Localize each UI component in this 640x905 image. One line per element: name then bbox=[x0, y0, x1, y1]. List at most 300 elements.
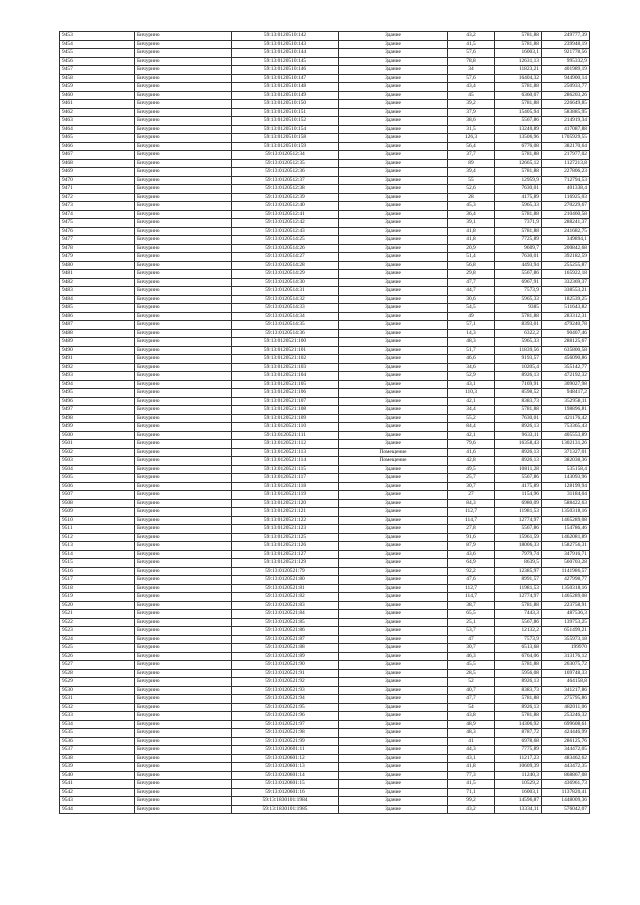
cell-object-type: Здание bbox=[339, 287, 448, 296]
cell-cadastral-value: 1448009,36 bbox=[542, 797, 590, 806]
cell-area: 54,5 bbox=[448, 304, 495, 313]
cell-cadastral-number: 59:13:0120521:81 bbox=[232, 584, 339, 593]
cell-cadastral-number: 59:13:0120521:117 bbox=[232, 474, 339, 483]
cell-cadastral-number: 59:13:0120521:104 bbox=[232, 372, 339, 381]
cell-cadastral-number: 59:13:0120514:25 bbox=[232, 236, 339, 245]
cell-cadastral-value: 253246,32 bbox=[542, 712, 590, 721]
cell-object-type: Здание bbox=[339, 346, 448, 355]
cell-object-type: Здание bbox=[339, 593, 448, 602]
cell-locality: Бичурино bbox=[135, 202, 232, 211]
cell-locality: Бичурино bbox=[135, 185, 232, 194]
cell-area: 41,5 bbox=[448, 40, 495, 49]
cell-row-number: 9516 bbox=[60, 567, 135, 576]
cell-object-type: Здание bbox=[339, 244, 448, 253]
table-row bbox=[60, 210, 590, 219]
cell-unit-value: 7630,01 bbox=[495, 185, 542, 194]
table-row bbox=[60, 652, 590, 661]
cell-cadastral-number: 59:13:0120510:147 bbox=[232, 74, 339, 83]
cell-row-number: 9543 bbox=[60, 797, 135, 806]
table-row bbox=[60, 406, 590, 415]
cell-cadastral-value: 1465289,08 bbox=[542, 593, 590, 602]
cell-object-type: Здание bbox=[339, 295, 448, 304]
cell-cadastral-number: 59:13:0120521:125 bbox=[232, 533, 339, 542]
cell-cadastral-number: 59:13:0120521:126 bbox=[232, 542, 339, 551]
cell-unit-value: 5781,88 bbox=[495, 83, 542, 92]
cell-cadastral-number: 59:13:0120510:159 bbox=[232, 142, 339, 151]
cell-cadastral-number: 59:13:0120521:92 bbox=[232, 678, 339, 687]
cell-cadastral-number: 59:13:0120512:43 bbox=[232, 227, 339, 236]
cell-row-number: 9532 bbox=[60, 703, 135, 712]
cell-locality: Бичурино bbox=[135, 346, 232, 355]
cell-area: 71,1 bbox=[448, 788, 495, 797]
cell-locality: Бичурино bbox=[135, 142, 232, 151]
table-row bbox=[60, 57, 590, 66]
cell-unit-value: 9193,57 bbox=[495, 355, 542, 364]
cell-cadastral-value: 699608,61 bbox=[542, 720, 590, 729]
cell-locality: Бичурино bbox=[135, 525, 232, 534]
cell-unit-value: 7630,01 bbox=[495, 414, 542, 423]
cell-row-number: 9506 bbox=[60, 482, 135, 491]
cell-unit-value: 5956,08 bbox=[495, 669, 542, 678]
cell-row-number: 9509 bbox=[60, 508, 135, 517]
cell-cadastral-value: 371327,01 bbox=[542, 448, 590, 457]
table-row bbox=[60, 576, 590, 585]
cell-locality: Бичурино bbox=[135, 601, 232, 610]
cell-area: 47,6 bbox=[448, 576, 495, 585]
cell-object-type: Здание bbox=[339, 737, 448, 746]
table-row bbox=[60, 771, 590, 780]
cell-cadastral-value: 283312,31 bbox=[542, 312, 590, 321]
cell-locality: Бичурино bbox=[135, 652, 232, 661]
table-row bbox=[60, 423, 590, 432]
cell-cadastral-value: 421176,42 bbox=[542, 414, 590, 423]
cell-unit-value: 5965,33 bbox=[495, 202, 542, 211]
cell-row-number: 9471 bbox=[60, 185, 135, 194]
cell-area: 42,8 bbox=[448, 457, 495, 466]
cell-area: 52,6 bbox=[448, 185, 495, 194]
cell-cadastral-number: 59:13:0120521:112 bbox=[232, 440, 339, 449]
cell-cadastral-value: 210460,58 bbox=[542, 210, 590, 219]
cell-row-number: 9458 bbox=[60, 74, 135, 83]
cell-area: 40,7 bbox=[448, 686, 495, 695]
cell-row-number: 9484 bbox=[60, 295, 135, 304]
cell-cadastral-value: 576042,07 bbox=[542, 805, 590, 814]
table-row bbox=[60, 287, 590, 296]
cell-cadastral-number: 59:13:0120512:37 bbox=[232, 176, 339, 185]
cell-cadastral-number: 59:13:0120521:99 bbox=[232, 737, 339, 746]
cell-area: 28,5 bbox=[448, 669, 495, 678]
cell-row-number: 9540 bbox=[60, 771, 135, 780]
cell-locality: Бичурино bbox=[135, 678, 232, 687]
cell-row-number: 9536 bbox=[60, 737, 135, 746]
cell-object-type: Здание bbox=[339, 763, 448, 772]
cell-locality: Бичурино bbox=[135, 618, 232, 627]
cell-area: 41 bbox=[448, 737, 495, 746]
cell-unit-value: 1154,96 bbox=[495, 491, 542, 500]
table-body bbox=[60, 32, 590, 814]
cell-area: 28 bbox=[448, 193, 495, 202]
cell-cadastral-value: 332369,37 bbox=[542, 278, 590, 287]
cell-locality: Бичурино bbox=[135, 720, 232, 729]
cell-locality: Бичурино bbox=[135, 236, 232, 245]
table-row bbox=[60, 457, 590, 466]
cell-row-number: 9505 bbox=[60, 474, 135, 483]
cell-object-type: Здание bbox=[339, 601, 448, 610]
cell-object-type: Здание bbox=[339, 644, 448, 653]
cell-locality: Бичурино bbox=[135, 593, 232, 602]
cell-object-type: Здание bbox=[339, 491, 448, 500]
cell-cadastral-number: 59:13:0120521:119 bbox=[232, 491, 339, 500]
cell-area: 84,4 bbox=[448, 423, 495, 432]
table-row bbox=[60, 312, 590, 321]
cell-cadastral-value: 651499,21 bbox=[542, 627, 590, 636]
cell-object-type: Здание bbox=[339, 389, 448, 398]
cell-row-number: 9497 bbox=[60, 406, 135, 415]
cell-cadastral-number: 59:13:0120601:12 bbox=[232, 754, 339, 763]
cell-row-number: 9531 bbox=[60, 695, 135, 704]
cell-locality: Бичурино bbox=[135, 397, 232, 406]
cell-cadastral-number: 59:13:0120510:151 bbox=[232, 108, 339, 117]
cell-cadastral-number: 59:13:0120514:36 bbox=[232, 329, 339, 338]
cell-row-number: 9507 bbox=[60, 491, 135, 500]
cell-cadastral-number: 59:13:0120510:142 bbox=[232, 32, 339, 41]
cell-unit-value: 4175,89 bbox=[495, 482, 542, 491]
cell-row-number: 9476 bbox=[60, 227, 135, 236]
cell-cadastral-value: 198896,81 bbox=[542, 406, 590, 415]
cell-locality: Бичурино bbox=[135, 117, 232, 126]
cell-cadastral-value: 288125,67 bbox=[542, 338, 590, 347]
cell-cadastral-value: 472192,32 bbox=[542, 372, 590, 381]
cell-object-type: Здание bbox=[339, 193, 448, 202]
cell-row-number: 9473 bbox=[60, 202, 135, 211]
table-row bbox=[60, 40, 590, 49]
table-row bbox=[60, 66, 590, 75]
table-row bbox=[60, 236, 590, 245]
cell-area: 64,9 bbox=[448, 559, 495, 568]
cell-object-type: Здание bbox=[339, 338, 448, 347]
cell-object-type: Здание bbox=[339, 142, 448, 151]
cell-cadastral-number: 59:13:0120521:120 bbox=[232, 499, 339, 508]
cell-cadastral-value: 1582756,31 bbox=[542, 542, 590, 551]
cell-cadastral-number: 59:13:0120521:108 bbox=[232, 406, 339, 415]
cell-cadastral-value: 139753,25 bbox=[542, 618, 590, 627]
table-row bbox=[60, 686, 590, 695]
cell-unit-value: 6322,2 bbox=[495, 329, 542, 338]
cell-area: 43,6 bbox=[448, 550, 495, 559]
cell-locality: Бичурино bbox=[135, 159, 232, 168]
table-row bbox=[60, 712, 590, 721]
cell-locality: Бичурино bbox=[135, 780, 232, 789]
table-row bbox=[60, 329, 590, 338]
cell-unit-value: 6360,07 bbox=[495, 91, 542, 100]
table-row bbox=[60, 295, 590, 304]
cell-cadastral-value: 382170,64 bbox=[542, 142, 590, 151]
cell-cadastral-value: 338553,21 bbox=[542, 287, 590, 296]
cell-row-number: 9525 bbox=[60, 644, 135, 653]
cell-area: 45 bbox=[448, 91, 495, 100]
cell-row-number: 9528 bbox=[60, 669, 135, 678]
cell-area: 114,7 bbox=[448, 516, 495, 525]
cell-unit-value: 8383,73 bbox=[495, 686, 542, 695]
cell-unit-value: 12631,13 bbox=[495, 57, 542, 66]
cell-cadastral-number: 59:13:0120512:34 bbox=[232, 151, 339, 160]
cell-object-type: Здание bbox=[339, 406, 448, 415]
cell-object-type: Здание bbox=[339, 533, 448, 542]
table-row bbox=[60, 185, 590, 194]
cell-area: 34 bbox=[448, 66, 495, 75]
table-row bbox=[60, 270, 590, 279]
cell-unit-value: 5781,88 bbox=[495, 151, 542, 160]
table-row bbox=[60, 372, 590, 381]
cell-area: 91,6 bbox=[448, 533, 495, 542]
cell-unit-value: 5965,33 bbox=[495, 338, 542, 347]
cell-unit-value: 8926,13 bbox=[495, 703, 542, 712]
cell-object-type: Здание bbox=[339, 746, 448, 755]
cell-cadastral-number: 59:13:0120521:121 bbox=[232, 508, 339, 517]
cell-locality: Бичурино bbox=[135, 151, 232, 160]
cell-cadastral-number: 59:13:0120521:101 bbox=[232, 346, 339, 355]
cell-locality: Бичурино bbox=[135, 287, 232, 296]
table-row bbox=[60, 805, 590, 814]
cell-area: 53,7 bbox=[448, 627, 495, 636]
cell-area: 48,3 bbox=[448, 338, 495, 347]
cell-cadastral-value: 1350318,16 bbox=[542, 584, 590, 593]
cell-locality: Бичурино bbox=[135, 516, 232, 525]
cell-row-number: 9511 bbox=[60, 525, 135, 534]
cell-object-type: Здание bbox=[339, 695, 448, 704]
cell-row-number: 9463 bbox=[60, 117, 135, 126]
cell-row-number: 9508 bbox=[60, 499, 135, 508]
cell-area: 55,2 bbox=[448, 414, 495, 423]
cell-cadastral-number: 59:13:0120601:15 bbox=[232, 780, 339, 789]
cell-locality: Бичурино bbox=[135, 482, 232, 491]
cell-object-type: Помещение bbox=[339, 457, 448, 466]
cell-object-type: Здание bbox=[339, 74, 448, 83]
cell-unit-value: 5781,88 bbox=[495, 32, 542, 41]
table-row bbox=[60, 491, 590, 500]
cell-area: 51,7 bbox=[448, 346, 495, 355]
table-row bbox=[60, 117, 590, 126]
table-row bbox=[60, 278, 590, 287]
cell-object-type: Здание bbox=[339, 414, 448, 423]
cell-locality: Бичурино bbox=[135, 423, 232, 432]
cell-object-type: Здание bbox=[339, 219, 448, 228]
cell-unit-value: 6980,09 bbox=[495, 499, 542, 508]
table-row bbox=[60, 499, 590, 508]
cell-cadastral-number: 59:13:0120521:93 bbox=[232, 686, 339, 695]
cell-unit-value: 12665,12 bbox=[495, 159, 542, 168]
cell-cadastral-number: 59:13:0120521:85 bbox=[232, 618, 339, 627]
cell-cadastral-value: 182539,25 bbox=[542, 295, 590, 304]
cell-locality: Бичурино bbox=[135, 40, 232, 49]
cell-cadastral-value: 309027,98 bbox=[542, 380, 590, 389]
cell-area: 56,8 bbox=[448, 261, 495, 270]
cell-row-number: 9522 bbox=[60, 618, 135, 627]
cell-unit-value: 5781,88 bbox=[495, 312, 542, 321]
table-row bbox=[60, 253, 590, 262]
cell-object-type: Здание bbox=[339, 669, 448, 678]
table-row bbox=[60, 397, 590, 406]
cell-area: 52,9 bbox=[448, 372, 495, 381]
cell-area: 43,2 bbox=[448, 32, 495, 41]
cell-object-type: Здание bbox=[339, 108, 448, 117]
cell-row-number: 9535 bbox=[60, 729, 135, 738]
cell-cadastral-value: 341217,86 bbox=[542, 686, 590, 695]
cell-object-type: Здание bbox=[339, 431, 448, 440]
cell-object-type: Здание bbox=[339, 635, 448, 644]
cell-unit-value: 5781,88 bbox=[495, 712, 542, 721]
cell-locality: Бичурино bbox=[135, 261, 232, 270]
cell-unit-value: 5781,88 bbox=[495, 601, 542, 610]
cell-unit-value: 13506,96 bbox=[495, 134, 542, 143]
cell-area: 126,3 bbox=[448, 134, 495, 143]
cell-locality: Бичурино bbox=[135, 380, 232, 389]
cell-locality: Бичурино bbox=[135, 304, 232, 313]
cell-locality: Бичурино bbox=[135, 270, 232, 279]
cell-area: 52 bbox=[448, 678, 495, 687]
cell-cadastral-value: 424446,99 bbox=[542, 729, 590, 738]
cell-object-type: Здание bbox=[339, 584, 448, 593]
cell-row-number: 9480 bbox=[60, 261, 135, 270]
cell-locality: Бичурино bbox=[135, 457, 232, 466]
cell-unit-value: 7725,89 bbox=[495, 236, 542, 245]
cell-area: 77,3 bbox=[448, 771, 495, 780]
cell-locality: Бичурино bbox=[135, 66, 232, 75]
cell-object-type: Здание bbox=[339, 210, 448, 219]
cell-locality: Бичурино bbox=[135, 805, 232, 814]
cell-unit-value: 5567,86 bbox=[495, 270, 542, 279]
table-row bbox=[60, 746, 590, 755]
cell-cadastral-number: 59:13:0120521:123 bbox=[232, 525, 339, 534]
cell-object-type: Здание bbox=[339, 168, 448, 177]
cell-cadastral-value: 143093,96 bbox=[542, 474, 590, 483]
cell-cadastral-number: 59:13:0120521:118 bbox=[232, 482, 339, 491]
cell-object-type: Здание bbox=[339, 703, 448, 712]
cell-unit-value: 8926,13 bbox=[495, 372, 542, 381]
cell-row-number: 9460 bbox=[60, 91, 135, 100]
cell-row-number: 9494 bbox=[60, 380, 135, 389]
cell-cadastral-value: 286203,26 bbox=[542, 91, 590, 100]
cell-cadastral-number: 59:13:0120512:41 bbox=[232, 210, 339, 219]
cell-cadastral-value: 223758,91 bbox=[542, 601, 590, 610]
cell-cadastral-value: 405553,89 bbox=[542, 431, 590, 440]
table-row bbox=[60, 618, 590, 627]
cell-cadastral-number: 59:13:0120512:38 bbox=[232, 185, 339, 194]
cell-unit-value: 4175,89 bbox=[495, 193, 542, 202]
cell-object-type: Здание bbox=[339, 227, 448, 236]
cell-cadastral-number: 59:13:1830101:1985 bbox=[232, 805, 339, 814]
table-row bbox=[60, 482, 590, 491]
table-row bbox=[60, 525, 590, 534]
cell-row-number: 9537 bbox=[60, 746, 135, 755]
cell-locality: Бичурино bbox=[135, 550, 232, 559]
cell-locality: Бичурино bbox=[135, 32, 232, 41]
cell-object-type: Здание bbox=[339, 627, 448, 636]
cell-cadastral-value: 921778,56 bbox=[542, 49, 590, 58]
cell-object-type: Здание bbox=[339, 542, 448, 551]
cell-locality: Бичурино bbox=[135, 788, 232, 797]
cell-area: 87,9 bbox=[448, 542, 495, 551]
cell-unit-value: 11240,3 bbox=[495, 771, 542, 780]
cell-area: 39,2 bbox=[448, 100, 495, 109]
cell-area: 46,6 bbox=[448, 355, 495, 364]
cell-cadastral-value: 214919,34 bbox=[542, 117, 590, 126]
cell-cadastral-value: 239948,19 bbox=[542, 40, 590, 49]
cell-cadastral-value: 116925,03 bbox=[542, 193, 590, 202]
table-row bbox=[60, 448, 590, 457]
cell-unit-value: 5567,86 bbox=[495, 117, 542, 126]
cell-area: 92,2 bbox=[448, 567, 495, 576]
cell-object-type: Здание bbox=[339, 618, 448, 627]
cell-cadastral-number: 59:13:0120521:80 bbox=[232, 576, 339, 585]
cell-object-type: Здание bbox=[339, 771, 448, 780]
cell-row-number: 9539 bbox=[60, 763, 135, 772]
cell-locality: Бичурино bbox=[135, 474, 232, 483]
table-row bbox=[60, 389, 590, 398]
cell-cadastral-number: 59:13:0120521:129 bbox=[232, 559, 339, 568]
cell-unit-value: 5781,88 bbox=[495, 100, 542, 109]
cell-cadastral-number: 59:13:0120521:89 bbox=[232, 652, 339, 661]
cell-area: 41,8 bbox=[448, 227, 495, 236]
cell-object-type: Здание bbox=[339, 559, 448, 568]
table-row bbox=[60, 508, 590, 517]
cell-cadastral-value: 1350318,16 bbox=[542, 508, 590, 517]
document-page bbox=[59, 31, 589, 814]
cell-object-type: Здание bbox=[339, 355, 448, 364]
cell-unit-value: 18006,33 bbox=[495, 542, 542, 551]
cell-object-type: Здание bbox=[339, 312, 448, 321]
cell-locality: Бичурино bbox=[135, 312, 232, 321]
cell-cadastral-number: 59:13:0120510:145 bbox=[232, 57, 339, 66]
cell-locality: Бичурино bbox=[135, 746, 232, 755]
cell-unit-value: 8393,01 bbox=[495, 321, 542, 330]
cell-unit-value: 8926,13 bbox=[495, 678, 542, 687]
cell-row-number: 9472 bbox=[60, 193, 135, 202]
cell-area: 57,6 bbox=[448, 49, 495, 58]
cell-object-type: Здание bbox=[339, 176, 448, 185]
cell-object-type: Здание bbox=[339, 134, 448, 143]
table-row bbox=[60, 635, 590, 644]
cell-cadastral-number: 59:13:0120521:90 bbox=[232, 661, 339, 670]
cell-area: 43,4 bbox=[448, 83, 495, 92]
cell-object-type: Здание bbox=[339, 576, 448, 585]
cell-object-type: Здание bbox=[339, 729, 448, 738]
cell-object-type: Здание bbox=[339, 499, 448, 508]
table-row bbox=[60, 567, 590, 576]
table-row bbox=[60, 431, 590, 440]
cell-cadastral-value: 255255,87 bbox=[542, 261, 590, 270]
cell-cadastral-value: 417087,88 bbox=[542, 125, 590, 134]
cell-locality: Бичурино bbox=[135, 108, 232, 117]
table-row bbox=[60, 610, 590, 619]
cell-object-type: Здание bbox=[339, 100, 448, 109]
cell-cadastral-value: 1141986,57 bbox=[542, 567, 590, 576]
cell-area: 37,7 bbox=[448, 151, 495, 160]
cell-object-type: Здание bbox=[339, 661, 448, 670]
cell-area: 41,6 bbox=[448, 448, 495, 457]
cell-cadastral-value: 288241,37 bbox=[542, 219, 590, 228]
cell-locality: Бичурино bbox=[135, 406, 232, 415]
cell-unit-value: 11217,23 bbox=[495, 754, 542, 763]
cell-locality: Бичурино bbox=[135, 134, 232, 143]
cell-locality: Бичурино bbox=[135, 712, 232, 721]
cell-cadastral-number: 59:13:0120521:88 bbox=[232, 644, 339, 653]
cell-area: 43,1 bbox=[448, 380, 495, 389]
table-row bbox=[60, 363, 590, 372]
cell-row-number: 9524 bbox=[60, 635, 135, 644]
table-row bbox=[60, 380, 590, 389]
cell-row-number: 9512 bbox=[60, 533, 135, 542]
